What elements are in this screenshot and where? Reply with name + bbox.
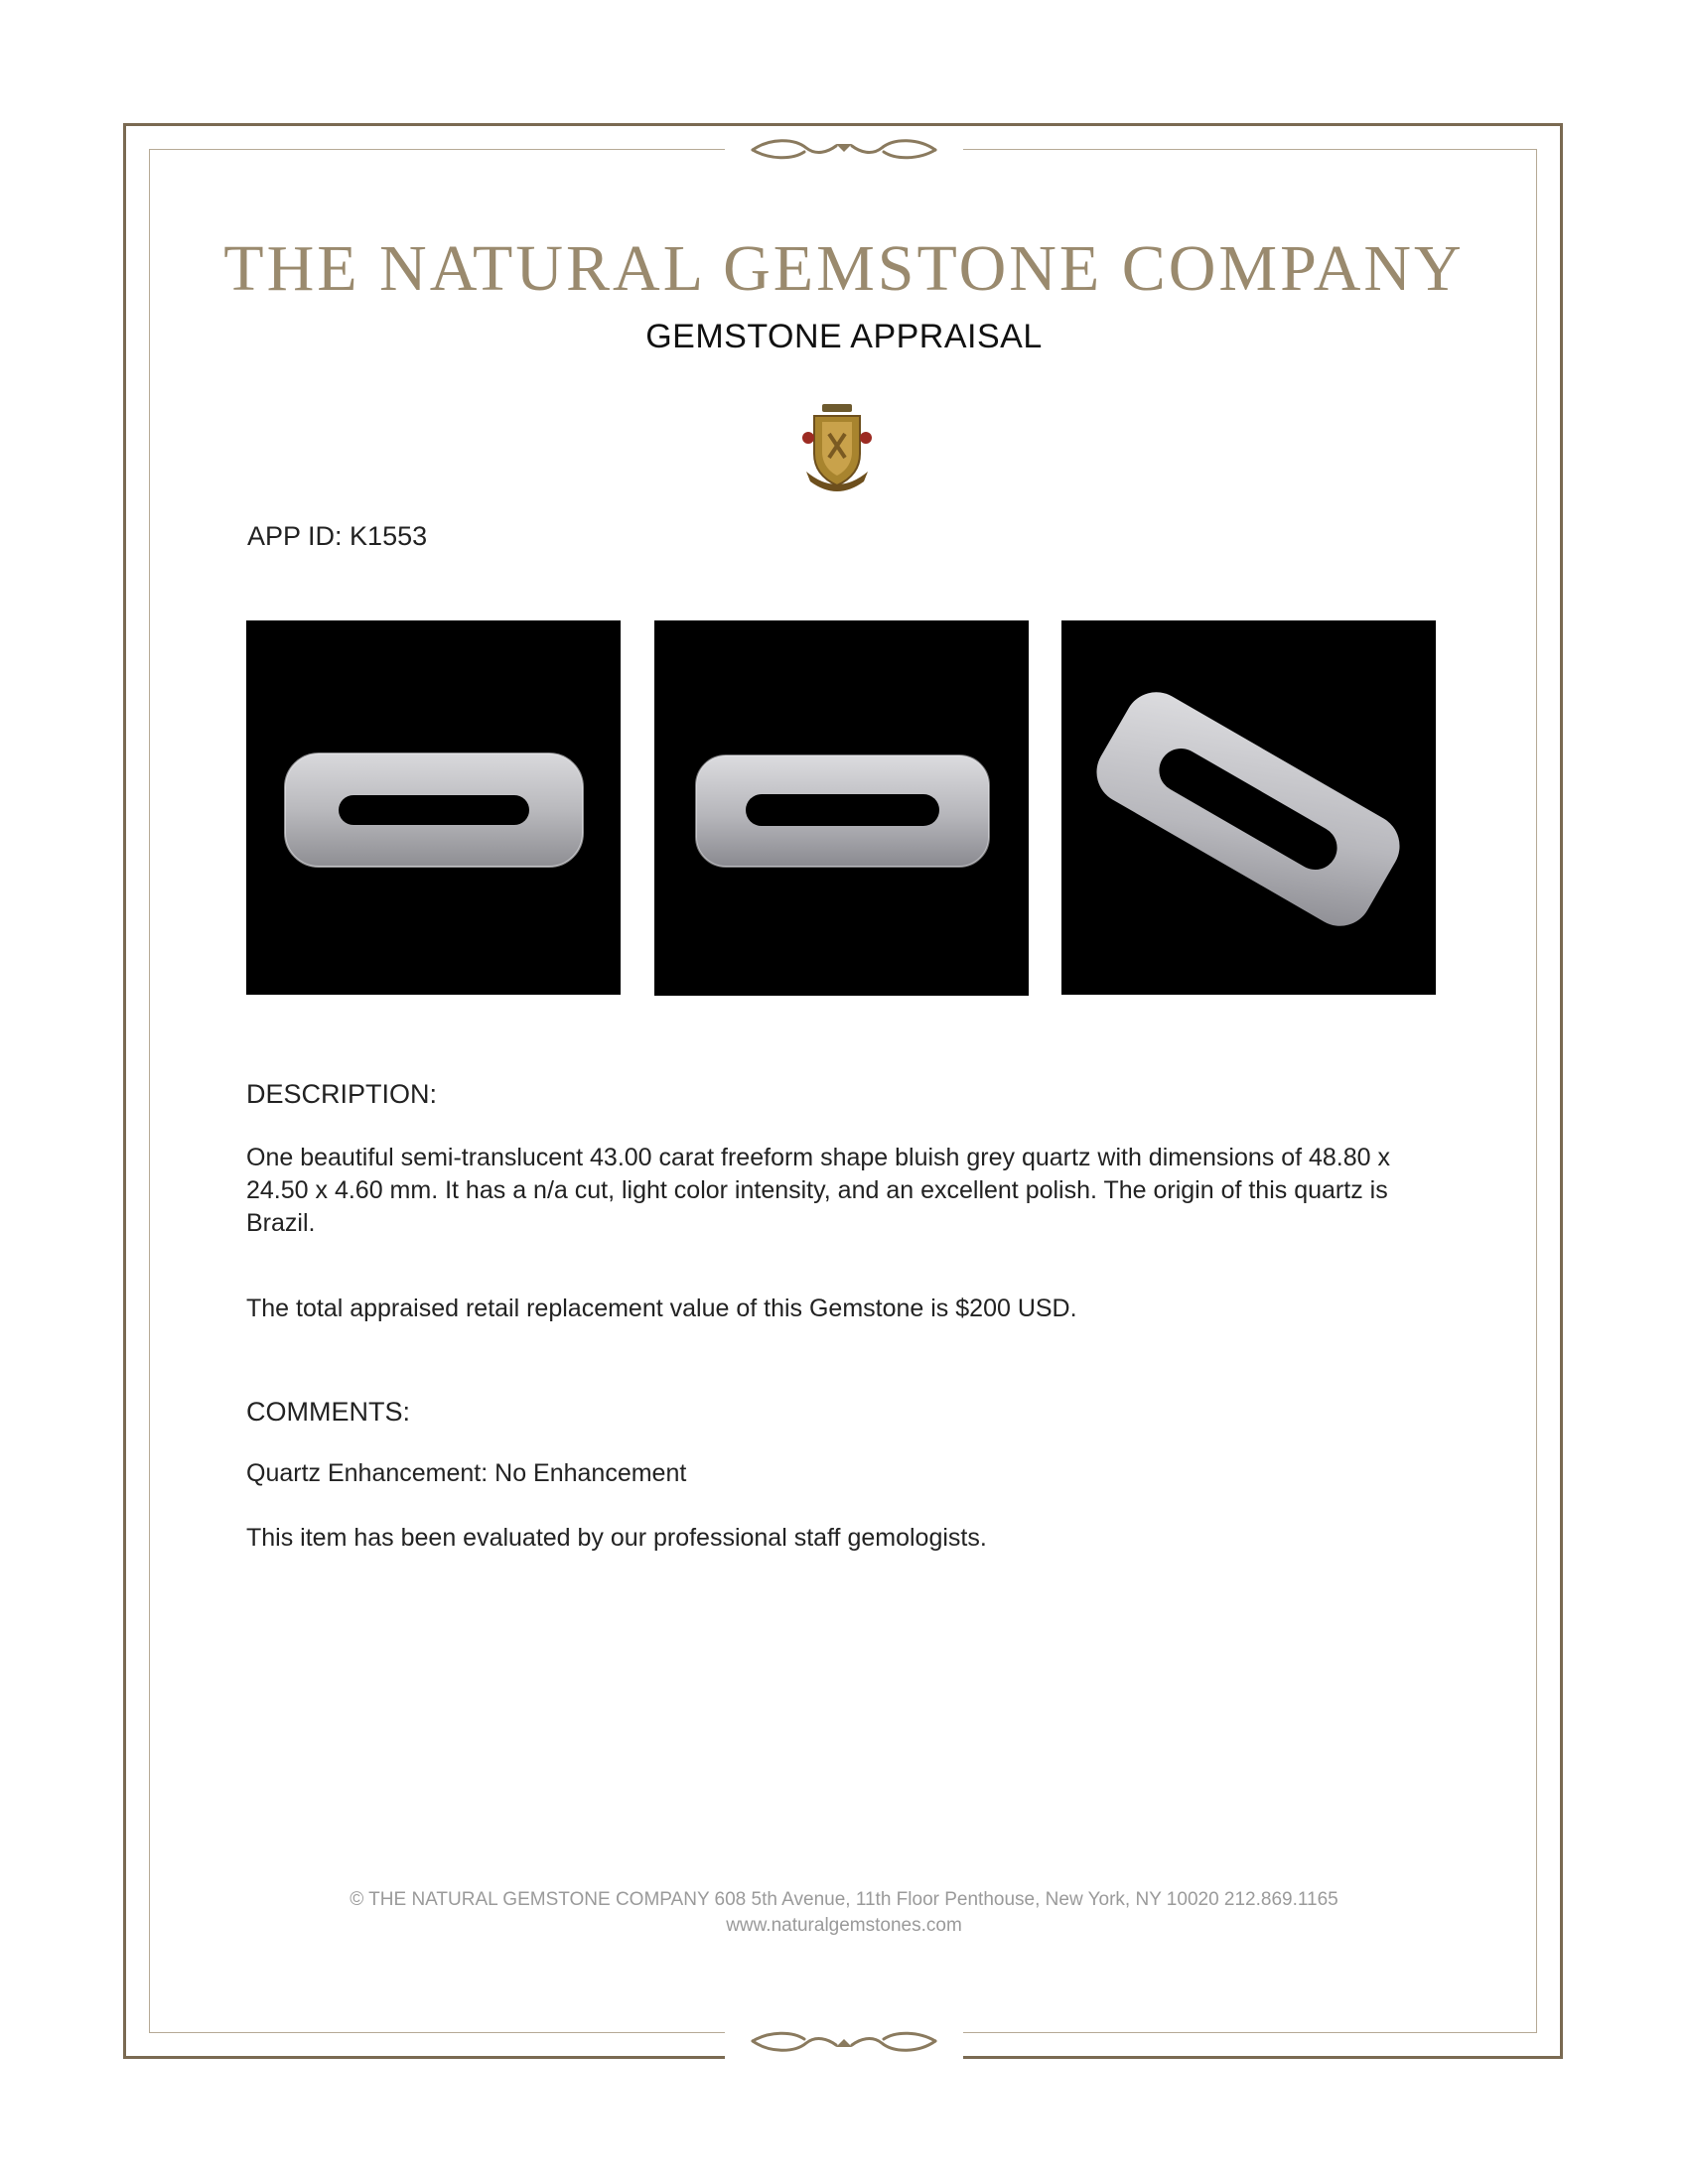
bottom-flourish-ornament-icon	[725, 2021, 963, 2061]
appraised-value-text: The total appraised retail replacement value of this Gemstone is $200 USD.	[246, 1295, 1077, 1322]
footer-website-link[interactable]: www.naturalgemstones.com	[726, 1915, 962, 1936]
footer-address: © THE NATURAL GEMSTONE COMPANY 608 5th Avenue, 11th Floor Penthouse, New York, NY 10020 212.869.1165	[350, 1889, 1338, 1910]
enhancement-text: Quartz Enhancement: No Enhancement	[246, 1459, 687, 1487]
crest-icon	[802, 402, 872, 493]
document-title: GEMSTONE APPRAISAL	[645, 318, 1043, 355]
company-name: THE NATURAL GEMSTONE COMPANY	[223, 232, 1465, 305]
gemstone-photo-side	[654, 620, 1029, 996]
description-text: One beautiful semi-translucent 43.00 carat freeform shape bluish grey quartz with dimensions of 48.80 x 24.50 x 4.60 mm. It has a n/a cut, light color intensity, and an excellent polish. The origin of this quartz is Brazil.	[246, 1144, 1391, 1237]
evaluation-text: This item has been evaluated by our professional staff gemologists.	[246, 1524, 987, 1552]
comments-heading: COMMENTS:	[246, 1397, 410, 1427]
gemstone-photo-front	[246, 620, 621, 995]
gemstone-photo-angled	[1061, 620, 1436, 995]
description-heading: DESCRIPTION:	[246, 1079, 438, 1109]
app-id: APP ID: K1553	[247, 521, 428, 551]
top-flourish-ornament-icon	[725, 130, 963, 170]
